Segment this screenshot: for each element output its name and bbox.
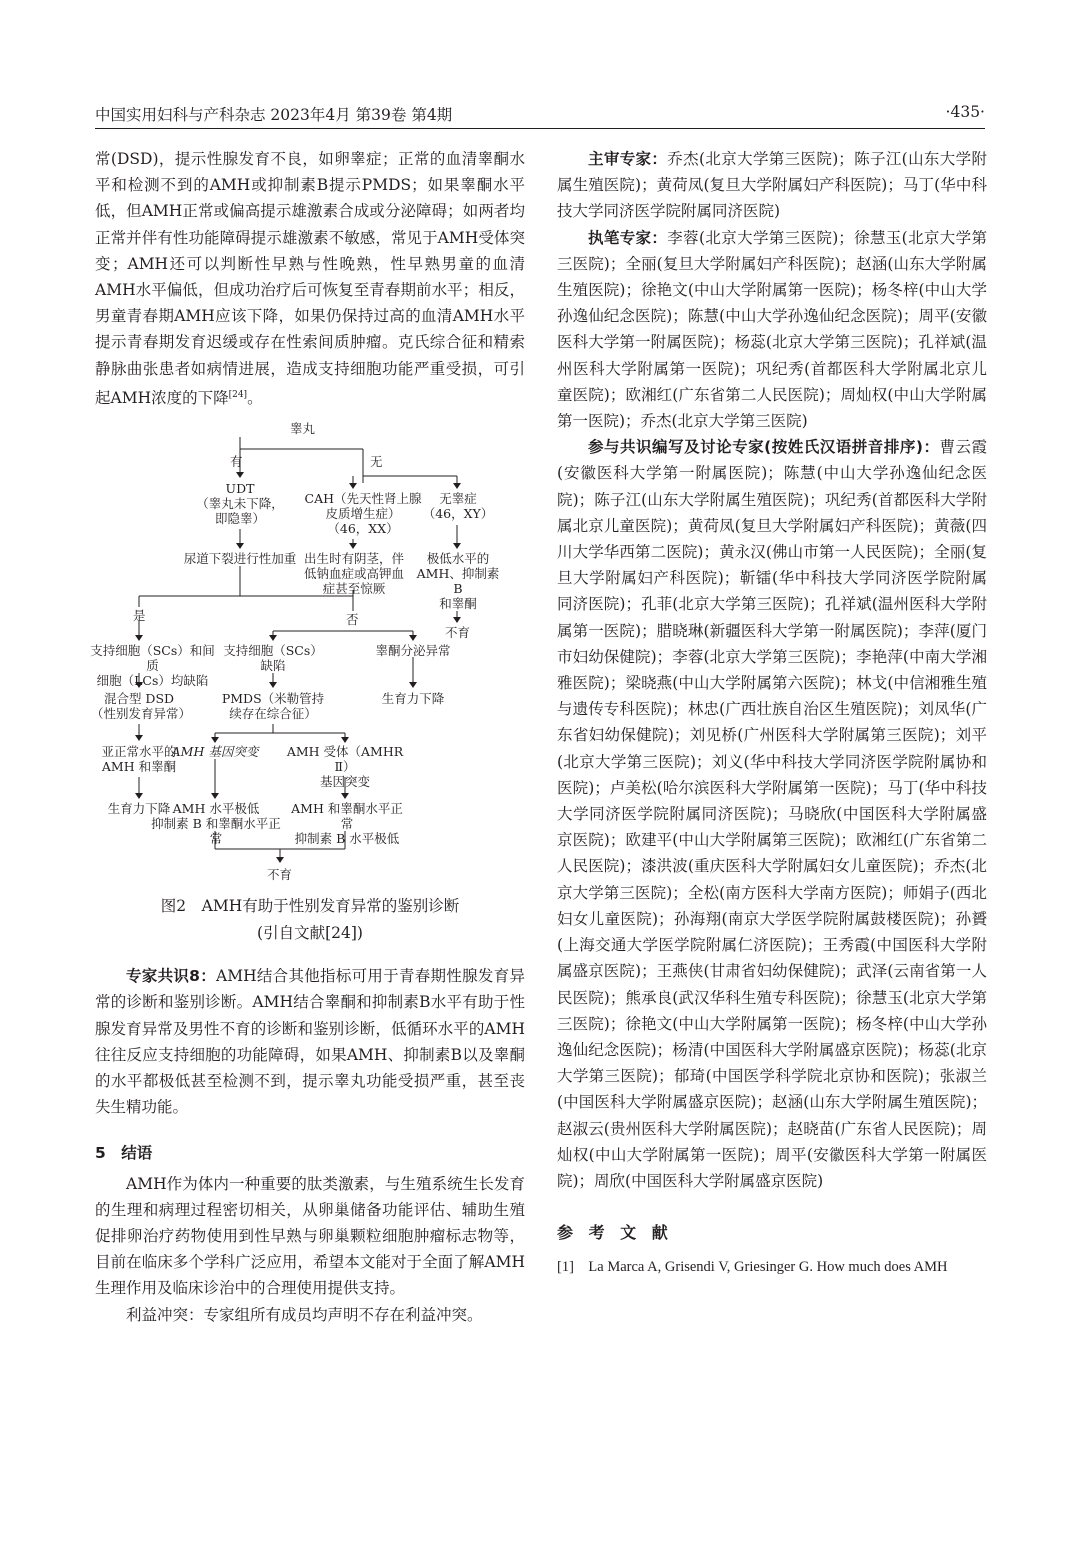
body-paragraph: 常(DSD)，提示性腺发育不良，如卵睾症；正常的血清睾酮水平和检测不到的AMH或抑制素B提示PMDS；如果睾酮水平低，但AMH正常或偏高提示雄激素合成或分泌障碍；如两者均正常并伴有性功能障碍提示雄激素不敏感，常见于AMH受体突变；AMH还可以判断性早熟与性晚熟，性早熟男童的血清AMH水平偏低，但成功治疗后可恢复至青春期前水平；相反，男童青春期AMH应该下降，如果仍保持过高的血清AMH水平提示青春期发育迟缓或存在性索间质肿瘤。克氏综合征和精索静脉曲张患者如病情进展，造成支持细胞功能严重受损，可引起AMH浓度的下降[24]。 [95,150,525,407]
node-cah-note: 出生时有阴茎，伴 低钠血症或高钾血 症甚至惊厥 [303,551,404,597]
conclusion-paragraph: AMH作为体内一种重要的肽类激素，与生殖系统生长发育的生理和病理过程密切相关，从卵巢储备功能评估、辅助生殖促排卵治疗药物使用到性早熟与卵巢颗粒细胞肿瘤标志物等，目前在临床多个学科广泛应用，希望本文能对于全面了解AMH生理作用及临床诊治中的合理使用提供支持。 [95,1174,525,1298]
node-testosterone-abnormal: 睾酮分泌异常 [375,643,451,659]
section-heading: 5 结语 [95,1144,153,1163]
node-amh-normal: AMH 和睾酮水平正常 抑制素 B 水平极低 [291,801,403,847]
citation: [24] [228,389,248,400]
node-infertile-1: 不育 [445,625,471,641]
right-column [557,146,987,1281]
participants-paragraph: 参与共识编写及讨论专家(按姓氏汉语拼音排序)：曹云霞(安徽医科大学第一附属医院)；陈慧(中山大学孙逸仙纪念医院)；陈子江(山东大学附属生殖医院)；巩纪秀(首都医科大学附属北京儿童医院)；黄荷凤(复旦大学附属妇产科医院)；黄薇(四川大学华西第二医院)；黄永汉(佛山市第一人民医院)；全丽(复旦大学附属妇产科医院)；靳镭(华中科技大学同济医学院附属同济医院)；孔菲(北京大学第三医院)；孔祥斌(温州医科大学附属第一医院)；腊晓琳(新疆医科大学第一附属医院)；李萍(厦门市妇幼保健院)；李蓉(北京大学第三医院)；李艳萍(中南大学湘雅医院)；梁晓燕(中山大学附属第六医院)；林戈(中信湘雅生殖与遗传专科医院)；林忠(广西壮族自治区生殖医院)；刘凤华(广东省妇幼保健院)；刘见桥(广州医科大学附属第三医院)；刘平(北京大学第三医院)；刘义(华中科技大学同济医学院附属协和医院)；卢美松(哈尔滨医科大学附属第一医院)；马丁(华中科技大学同济医学院附属同济医院)；马晓欣(中国医科大学附属盛京医院)；欧建平(中山大学附属第三医院)；欧湘红(广东省第二人民医院)；漆洪波(重庆医科大学附属妇女儿童医院)；乔杰(北京大学第三医院)；全松(南方医科大学南方医院)；师娟子(西北妇女儿童医院)；孙海翔(南京大学医学院附属鼓楼医院)；孙贇(上海交通大学医学院附属仁济医院)；王秀霞(中国医科大学附属盛京医院)；王燕侠(甘肃省妇幼保健院)；武泽(云南省第一人民医院)；熊承良(武汉华科生殖专科医院)；徐慧玉(北京大学第三医院)；徐艳文(中山大学附属第一医院)；杨冬梓(中山大学孙逸仙纪念医院)；杨清(中国医科大学附属盛京医院)；杨蕊(北京大学第三医院)；郁琦(中国医学科学院北京协和医院)；张淑兰(中国医科大学附属盛京医院)；赵涵(山东大学附属生殖医院)；赵淑云(贵州医科大学附属医院)；赵晓苗(广东省人民医院)；周灿权(中山大学附属第一医院)；周平(安徽医科大学第一附属医院)；周欣(中国医科大学附属盛京医院) [557,438,987,1190]
node-udt: UDT （睾丸未下降， 即隐睾） [196,481,284,527]
node-infertile-2: 不育 [267,867,293,883]
node-fertility-decline-1: 生育力下降 [381,691,445,707]
node-mixed-dsd: 混合型 DSD （性别发育异常） [91,691,192,722]
consensus-label: 专家共识8： [126,967,217,986]
node-anorchia-note: 极低水平的 AMH、抑制素 B 和睾酮 [416,551,500,612]
participants-label: 参与共识编写及讨论专家(按姓氏汉语拼音排序)： [588,438,940,457]
branch-yes-2: 是 [133,608,146,624]
node-fertility-decline-2: 生育力下降 [107,801,171,817]
reviewers-label: 主审专家： [588,150,668,168]
references-heading: 参 考 文 献 [557,1223,673,1243]
branch-yes: 有 [230,454,243,470]
node-pmds: PMDS（米勒管持 续存在综合征） [221,691,325,722]
header-rule [95,128,985,129]
node-anorchia: 无睾症 （46，XY） [422,491,494,522]
branch-no: 无 [370,454,383,470]
page-number: ·435· [945,103,985,121]
node-subnormal-amh: 亚正常水平的 AMH 和睾酮 [101,744,177,775]
node-sc-lc-defect: 支持细胞（SCs）和间质 细胞（LCs）均缺陷 [90,643,215,689]
node-amh-gene-mutation: AMH 基因突变 [171,744,259,760]
conflict-statement: 利益冲突：专家组所有成员均声明不存在利益冲突。 [126,1305,483,1324]
writers-paragraph: 执笔专家：李蓉(北京大学第三医院)；徐慧玉(北京大学第三医院)；全丽(复旦大学附属妇产科医院)；赵涵(山东大学附属生殖医院)；徐艳文(中山大学附属第一医院)；杨冬梓(中山大学孙逸仙纪念医院)；陈慧(中山大学孙逸仙纪念医院)；周平(安徽医科大学第一附属医院)；杨蕊(北京大学第三医院)；孔祥斌(温州医科大学附属第一医院)；巩纪秀(首都医科大学附属北京儿童医院)；欧湘红(广东省第二人民医院)；周灿权(中山大学附属第一医院)；乔杰(北京大学第三医院) [557,228,987,431]
left-column [90,146,525,1328]
node-amh-very-low: AMH 水平极低 抑制素 B 和睾酮水平正常 [151,801,281,847]
branch-no-2: 否 [346,612,359,628]
reference-item: [1] La Marca A, Grisendi V, Griesinger G. How much does AMH [557,1259,948,1276]
node-testis: 睾丸 [290,421,316,437]
node-amh-receptor-mutation: AMH 受体（AMHR Ⅱ） 基因突变 [286,744,404,790]
figure-caption-source: (引自文献[24]) [257,924,363,943]
flowchart-figure [90,421,525,891]
figure-caption-title: 图2 AMH有助于性别发育异常的鉴别诊断 [160,897,460,916]
journal-header: 中国实用妇科与产科杂志 2023年4月 第39卷 第4期 [95,106,453,124]
node-hypospadias: 尿道下裂进行性加重 [183,551,297,567]
writers-label: 执笔专家： [588,228,668,247]
node-cah: CAH（先天性肾上腺 皮质增生症） （46，XX） [304,491,422,537]
consensus-paragraph: 专家共识8：AMH结合其他指标可用于青春期性腺发育异常的诊断和鉴别诊断。AMH结合睾酮和抑制素B水平有助于性腺发育异常及男性不育的诊断和鉴别诊断，低循环水平的AMH往往反应支持细胞的功能障碍，如果AMH、抑制素B以及睾酮的水平都极低甚至检测不到，提示睾丸功能受损严重，甚至丧失生精功能。 [95,967,525,1117]
node-sc-defect: 支持细胞（SCs） 缺陷 [223,643,323,674]
reviewers-paragraph: 主审专家：乔杰(北京大学第三医院)；陈子江(山东大学附属生殖医院)；黄荷凤(复旦大学附属妇产科医院)；马丁(华中科技大学同济医学院附属同济医院) [557,150,987,221]
figure-caption [95,893,525,947]
